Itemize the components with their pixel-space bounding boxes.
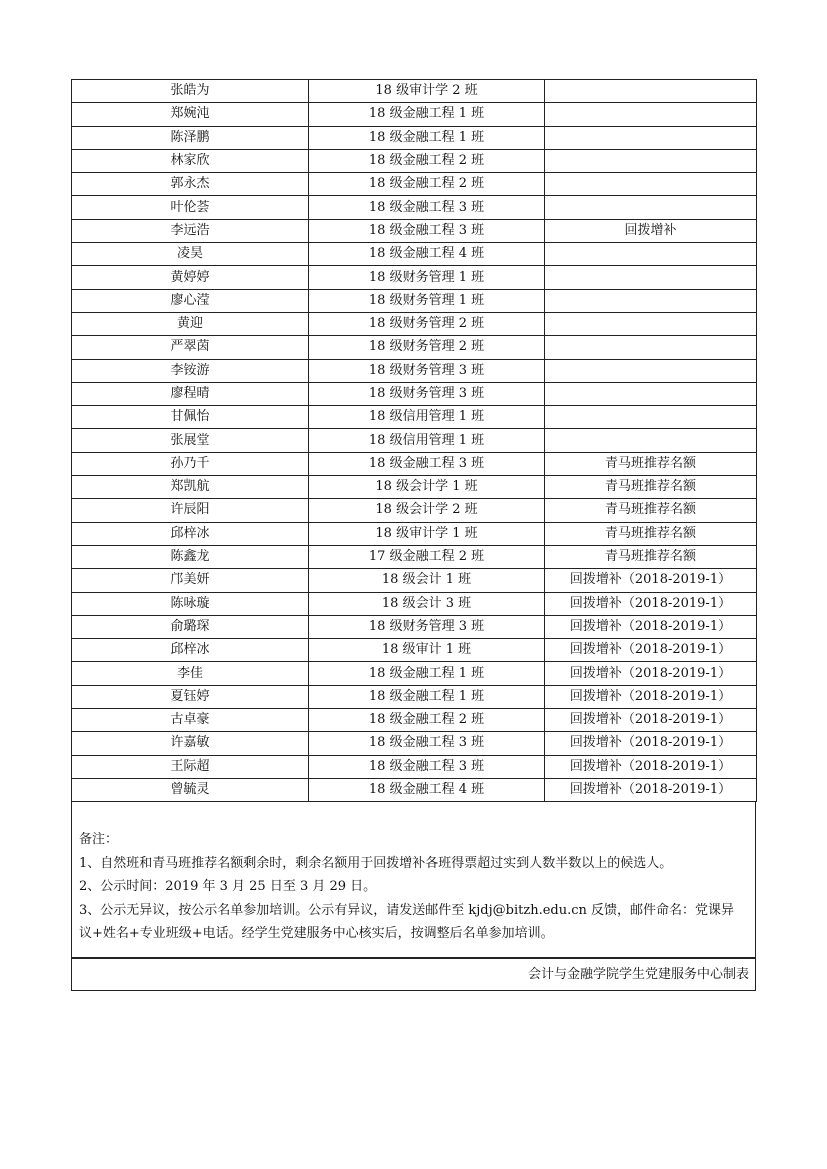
class-name-cell: 18 级财务管理 3 班 — [309, 382, 545, 405]
class-name-cell: 18 级审计学 1 班 — [309, 522, 545, 545]
class-name-cell: 17 级金融工程 2 班 — [309, 545, 545, 568]
class-name-cell: 18 级信用管理 1 班 — [309, 406, 545, 429]
student-name-cell: 张皓为 — [72, 80, 309, 103]
remarks-section — [71, 802, 756, 958]
class-name-cell: 18 级金融工程 4 班 — [309, 243, 545, 266]
student-name-cell: 夏钰婷 — [72, 685, 309, 708]
remark-cell: 青马班推荐名额 — [545, 545, 757, 568]
table-row — [72, 476, 757, 499]
table-row — [72, 639, 757, 662]
class-name-cell: 18 级金融工程 3 班 — [309, 452, 545, 475]
table-row — [72, 685, 757, 708]
table-row — [72, 709, 757, 732]
table-row — [72, 732, 757, 755]
class-name-cell: 18 级金融工程 2 班 — [309, 149, 545, 172]
remark-cell — [545, 289, 757, 312]
remark-cell — [545, 173, 757, 196]
remark-cell — [545, 126, 757, 149]
remark-cell — [545, 429, 757, 452]
remark-cell: 青马班推荐名额 — [545, 452, 757, 475]
class-name-cell: 18 级金融工程 3 班 — [309, 732, 545, 755]
remark-cell: 青马班推荐名额 — [545, 476, 757, 499]
table-row — [72, 569, 757, 592]
student-name-cell: 古卓豪 — [72, 709, 309, 732]
class-name-cell: 18 级财务管理 2 班 — [309, 336, 545, 359]
table-row — [72, 615, 757, 638]
remark-item-1: 1、自然班和青马班推荐名额剩余时，剩余名额用于回拨增补各班得票超过实到人数半数以上的候选人。 — [79, 855, 673, 871]
table-row — [72, 289, 757, 312]
remark-cell — [545, 80, 757, 103]
remark-cell: 回拨增补（2018-2019-1） — [545, 592, 757, 615]
student-name-cell: 甘佩怡 — [72, 406, 309, 429]
class-name-cell: 18 级会计学 1 班 — [309, 476, 545, 499]
footer-row — [71, 958, 756, 991]
remark-cell — [545, 103, 757, 126]
remark-cell — [545, 196, 757, 219]
remark-cell — [545, 336, 757, 359]
remark-cell: 回拨增补（2018-2019-1） — [545, 569, 757, 592]
remark-item-3: 3、公示无异议，按公示名单参加培训。公示有异议，请发送邮件至 kjdj@bitzh.edu.cn 反馈，邮件命名：党课异议+姓名+专业班级+电话。经学生党建服务中心核实后，按调整后名单参加培训。 — [79, 902, 735, 942]
remark-cell: 青马班推荐名额 — [545, 522, 757, 545]
student-name-cell: 邱梓冰 — [72, 639, 309, 662]
remark-cell: 回拨增补（2018-2019-1） — [545, 639, 757, 662]
remark-cell: 回拨增补（2018-2019-1） — [545, 709, 757, 732]
document-page — [71, 79, 756, 991]
table-row — [72, 336, 757, 359]
table-row — [72, 266, 757, 289]
table-row — [72, 219, 757, 242]
remark-cell — [545, 312, 757, 335]
student-name-cell: 严翠茵 — [72, 336, 309, 359]
student-name-cell: 陈泽鹏 — [72, 126, 309, 149]
student-name-cell: 李佳 — [72, 662, 309, 685]
table-row — [72, 545, 757, 568]
remark-cell — [545, 359, 757, 382]
class-name-cell: 18 级会计学 2 班 — [309, 499, 545, 522]
student-name-cell: 郑婉沌 — [72, 103, 309, 126]
student-name-cell: 郭永杰 — [72, 173, 309, 196]
class-name-cell: 18 级财务管理 3 班 — [309, 615, 545, 638]
table-row — [72, 382, 757, 405]
student-name-cell: 邝美妍 — [72, 569, 309, 592]
class-name-cell: 18 级审计学 2 班 — [309, 80, 545, 103]
remark-cell: 回拨增补（2018-2019-1） — [545, 685, 757, 708]
table-row — [72, 662, 757, 685]
student-name-cell: 许嘉敏 — [72, 732, 309, 755]
student-name-cell: 孙乃千 — [72, 452, 309, 475]
class-name-cell: 18 级金融工程 3 班 — [309, 219, 545, 242]
student-name-cell: 黄婷婷 — [72, 266, 309, 289]
table-row — [72, 452, 757, 475]
table-maker-credit: 会计与金融学院学生党建服务中心制表 — [527, 967, 749, 983]
class-name-cell: 18 级财务管理 3 班 — [309, 359, 545, 382]
student-name-cell: 廖心滢 — [72, 289, 309, 312]
class-name-cell: 18 级会计 3 班 — [309, 592, 545, 615]
table-row — [72, 406, 757, 429]
student-name-cell: 邱梓冰 — [72, 522, 309, 545]
table-row — [72, 499, 757, 522]
class-name-cell: 18 级金融工程 1 班 — [309, 103, 545, 126]
table-row — [72, 103, 757, 126]
student-name-cell: 郑凯航 — [72, 476, 309, 499]
remarks-heading: 备注： — [79, 832, 119, 848]
remark-cell: 回拨增补（2018-2019-1） — [545, 755, 757, 778]
student-name-cell: 张展堂 — [72, 429, 309, 452]
table-row — [72, 173, 757, 196]
student-name-cell: 李远浩 — [72, 219, 309, 242]
remark-cell: 回拨增补（2018-2019-1） — [545, 732, 757, 755]
roster-table — [71, 79, 757, 802]
table-row — [72, 243, 757, 266]
table-row — [72, 196, 757, 219]
roster-table-body — [72, 80, 757, 802]
class-name-cell: 18 级审计 1 班 — [309, 639, 545, 662]
student-name-cell: 凌昊 — [72, 243, 309, 266]
remark-cell: 青马班推荐名额 — [545, 499, 757, 522]
class-name-cell: 18 级金融工程 2 班 — [309, 709, 545, 732]
student-name-cell: 李铵游 — [72, 359, 309, 382]
remark-cell — [545, 243, 757, 266]
class-name-cell: 18 级财务管理 1 班 — [309, 266, 545, 289]
student-name-cell: 叶伦荟 — [72, 196, 309, 219]
remark-item-2: 2、公示时间：2019 年 3 月 25 日至 3 月 29 日。 — [79, 879, 377, 895]
class-name-cell: 18 级金融工程 1 班 — [309, 662, 545, 685]
table-row — [72, 429, 757, 452]
table-row — [72, 778, 757, 801]
student-name-cell: 陈鑫龙 — [72, 545, 309, 568]
student-name-cell: 许辰阳 — [72, 499, 309, 522]
class-name-cell: 18 级金融工程 4 班 — [309, 778, 545, 801]
remark-cell: 回拨增补（2018-2019-1） — [545, 662, 757, 685]
table-row — [72, 312, 757, 335]
student-name-cell: 王际超 — [72, 755, 309, 778]
table-row — [72, 359, 757, 382]
student-name-cell: 黄迎 — [72, 312, 309, 335]
class-name-cell: 18 级金融工程 3 班 — [309, 755, 545, 778]
table-row — [72, 522, 757, 545]
class-name-cell: 18 级信用管理 1 班 — [309, 429, 545, 452]
remark-cell: 回拨增补（2018-2019-1） — [545, 778, 757, 801]
class-name-cell: 18 级金融工程 1 班 — [309, 126, 545, 149]
class-name-cell: 18 级金融工程 1 班 — [309, 685, 545, 708]
table-row — [72, 80, 757, 103]
table-row — [72, 149, 757, 172]
class-name-cell: 18 级金融工程 2 班 — [309, 173, 545, 196]
remark-cell — [545, 266, 757, 289]
class-name-cell: 18 级会计 1 班 — [309, 569, 545, 592]
student-name-cell: 廖程晴 — [72, 382, 309, 405]
class-name-cell: 18 级财务管理 2 班 — [309, 312, 545, 335]
class-name-cell: 18 级财务管理 1 班 — [309, 289, 545, 312]
remark-cell: 回拨增补（2018-2019-1） — [545, 615, 757, 638]
remark-cell — [545, 382, 757, 405]
student-name-cell: 曾毓灵 — [72, 778, 309, 801]
table-row — [72, 592, 757, 615]
remark-cell: 回拨增补 — [545, 219, 757, 242]
remark-cell — [545, 406, 757, 429]
table-row — [72, 126, 757, 149]
student-name-cell: 林家欣 — [72, 149, 309, 172]
remark-cell — [545, 149, 757, 172]
student-name-cell: 俞璐琛 — [72, 615, 309, 638]
class-name-cell: 18 级金融工程 3 班 — [309, 196, 545, 219]
student-name-cell: 陈咏璇 — [72, 592, 309, 615]
table-row — [72, 755, 757, 778]
